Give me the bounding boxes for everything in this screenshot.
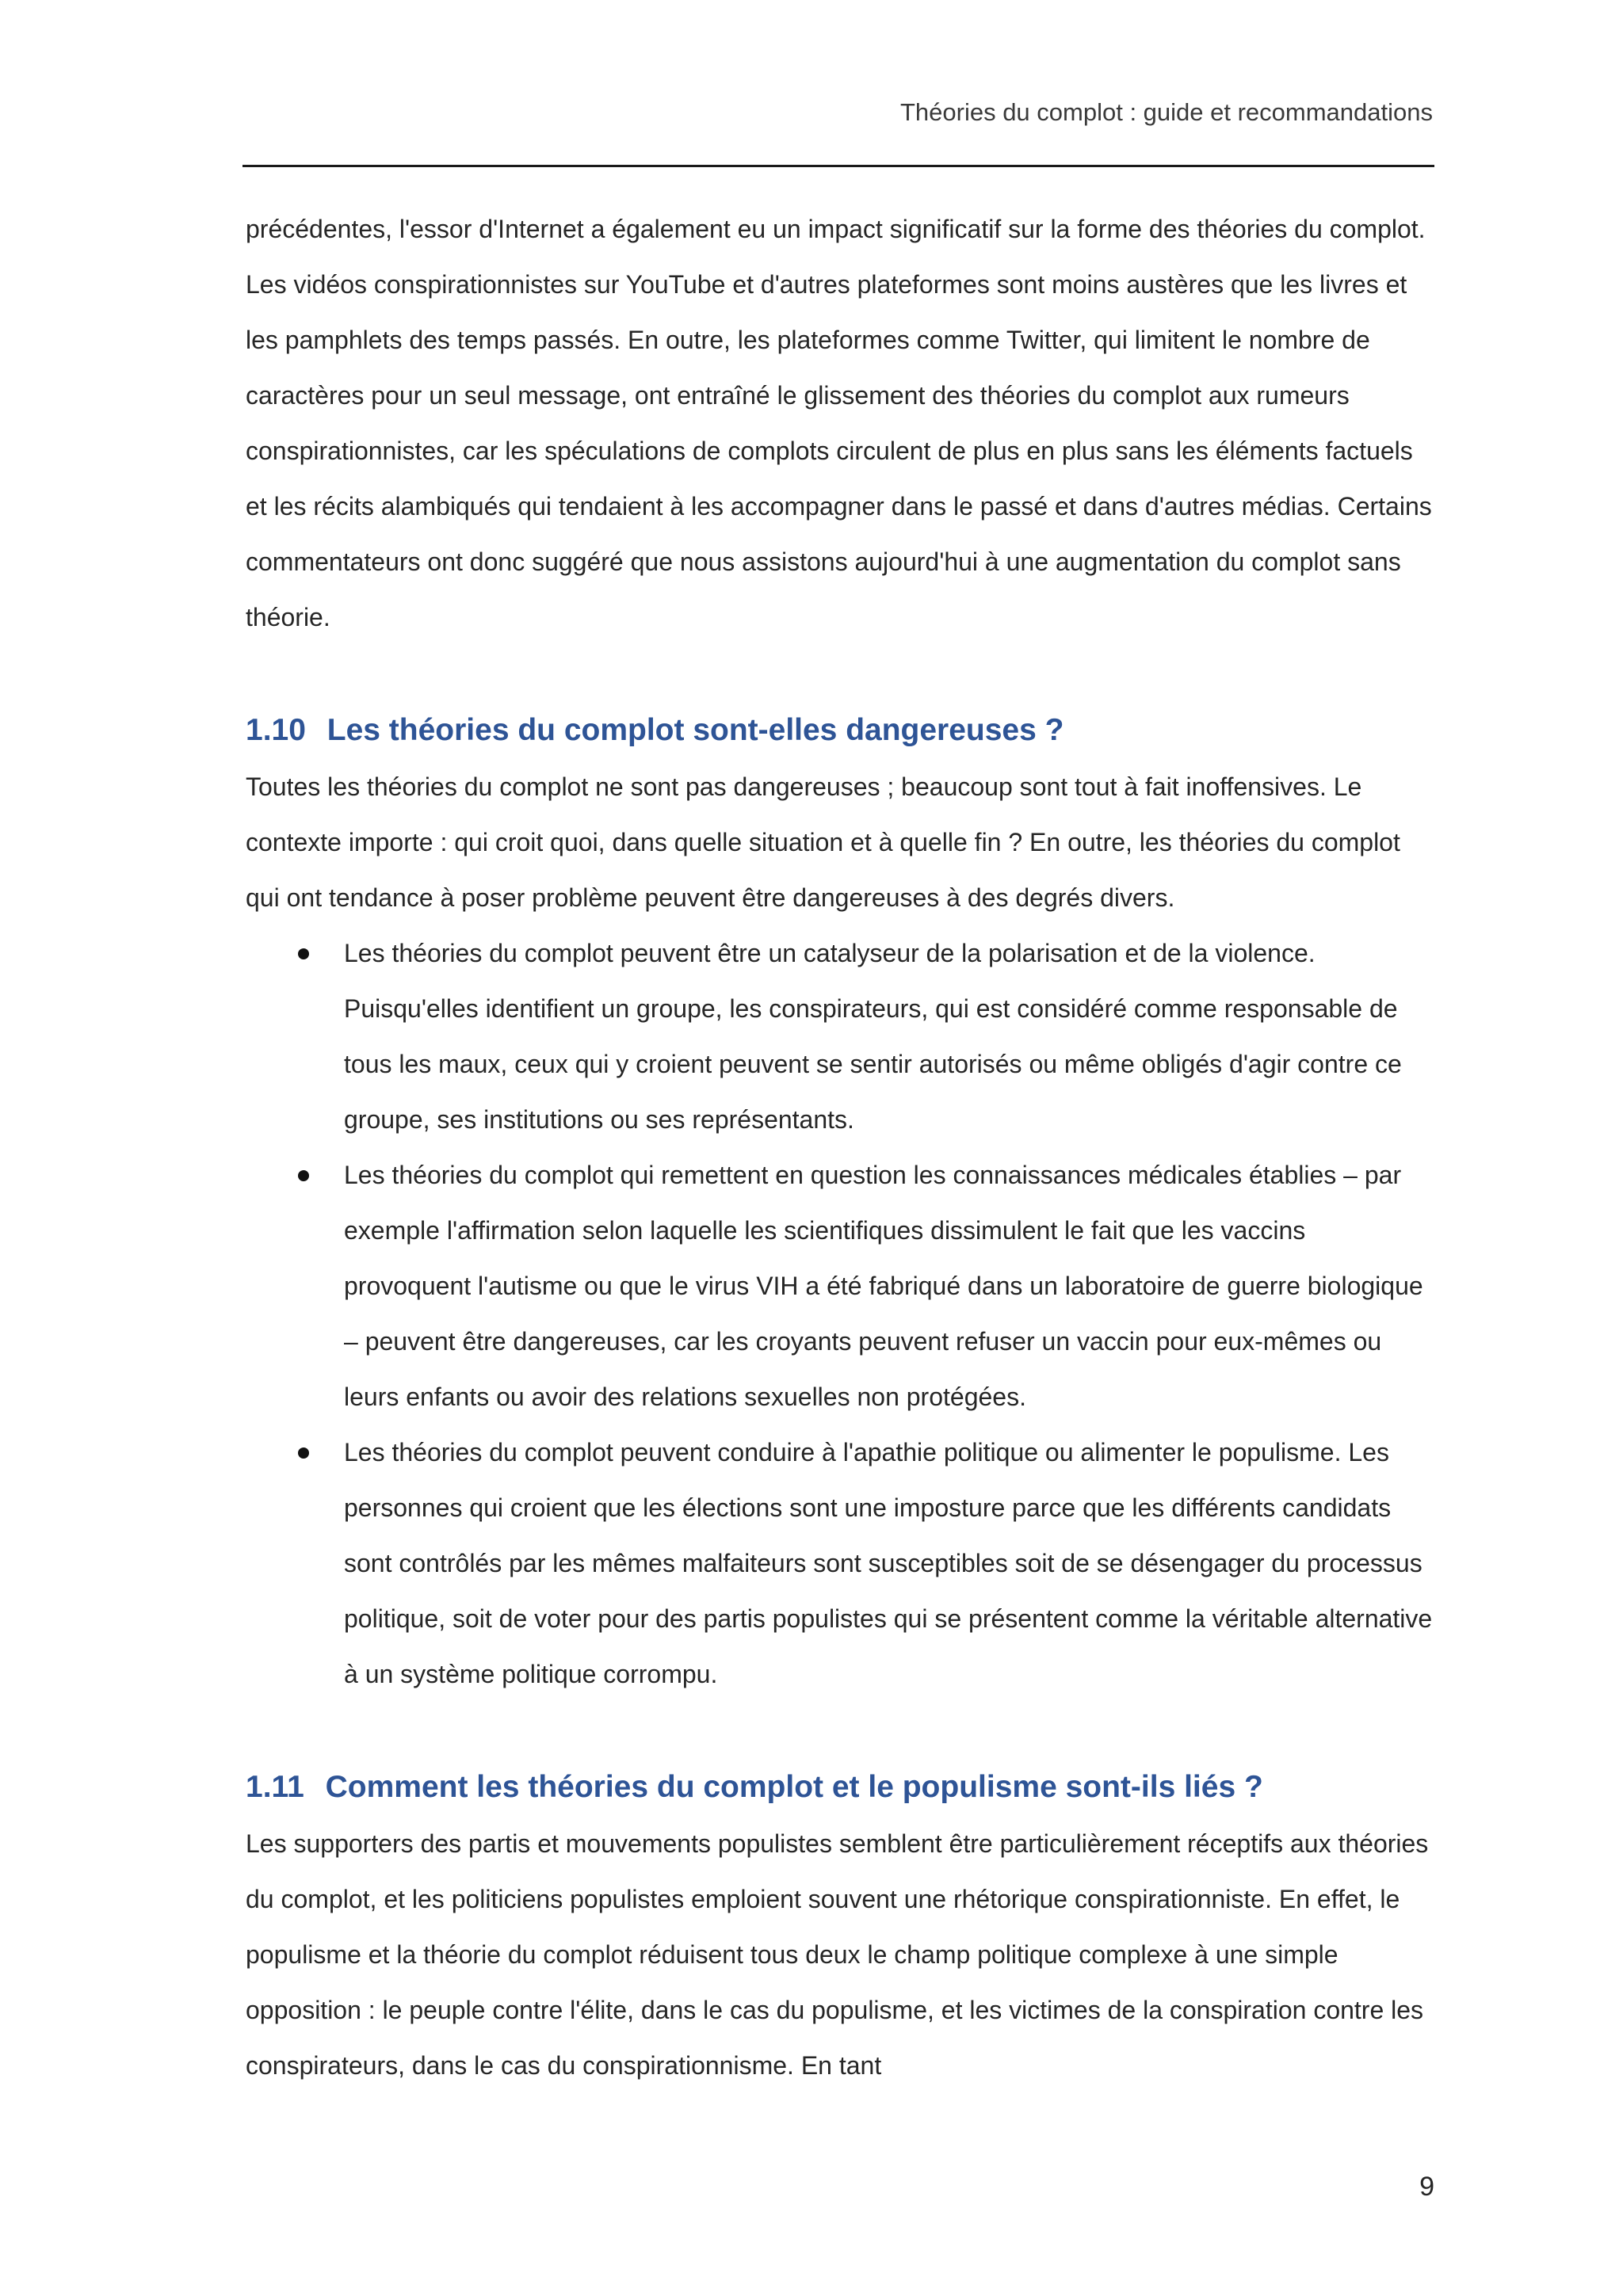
section-1-11-paragraph: Les supporters des partis et mouvements populistes semblent être particulièrement réceptifs aux théories du complot, et les politiciens populistes emploient souvent une rhétorique conspirationniste. En effet, le populisme et la théorie du complot réduisent tous deux le champ politique complexe à une simple opposition : le peuple contre l'élite, dans le cas du populisme, et les victimes de la conspiration contre les conspirateurs, dans le cas du conspirationnisme. En tant <box>246 1829 1429 2080</box>
section-1-10-paragraph: Toutes les théories du complot ne sont pas dangereuses ; beaucoup sont tout à fait inoffensives. Le contexte importe : qui croit quoi, dans quelle situation et à quelle fin ? En outre, les théories du complot qui ont tendance à poser problème peuvent être dangereuses à des degrés divers. <box>246 772 1400 912</box>
section-number: 1.10 <box>246 713 306 747</box>
page-number: 9 <box>1419 2172 1434 2202</box>
section-heading-1-10 <box>246 707 1434 754</box>
intro-paragraph: précédentes, l'essor d'Internet a également eu un impact significatif sur la forme des théories du complot. Les vidéos conspirationnistes sur YouTube et d'autres plateformes sont moins austères que les livres et les pamphlets des temps passés. En outre, les plateformes comme Twitter, qui limitent le nombre de caractères pour un seul message, ont entraîné le glissement des théories du complot aux rumeurs conspirationnistes, car les spéculations de complots circulent de plus en plus sans les éléments factuels et les récits alambiqués qui tendaient à les accompagner dans le passé et dans d'autres médias. Certains commentateurs ont donc suggéré que nous assistons aujourd'hui à une augmentation du complot sans théorie. <box>246 215 1432 631</box>
running-header: Théories du complot : guide et recommandations <box>899 98 1433 126</box>
bullet-icon <box>298 948 309 959</box>
list-item <box>246 1147 1434 1425</box>
list-item-text: Les théories du complot qui remettent en question les connaissances médicales établies – par exemple l'affirmation selon laquelle les scientifiques dissimulent le fait que les vaccins provoquent l'autisme ou que le virus VIH a été fabriqué dans un laboratoire de guerre biologique – peuvent être dangereuses, car les croyants peuvent refuser un vaccin pour eux-mêmes ou leurs enfants ou avoir des relations sexuelles non protégées. <box>344 1161 1423 1411</box>
list-item-text: Les théories du complot peuvent être un catalyseur de la polarisation et de la violence. Puisqu'elles identifient un groupe, les conspirateurs, qui est considéré comme responsable de tous les maux, ceux qui y croient peuvent se sentir autorisés ou même obligés d'agir contre ce groupe, ses institutions ou ses représentants. <box>344 939 1402 1134</box>
section-title: Les théories du complot sont-elles dangereuses ? <box>327 713 1064 747</box>
list-item <box>246 925 1434 1147</box>
bullet-list <box>246 925 1434 1702</box>
section-heading-1-11 <box>246 1764 1434 1811</box>
bullet-icon <box>298 1447 309 1459</box>
bullet-icon <box>298 1170 309 1181</box>
section-number: 1.11 <box>246 1770 304 1804</box>
list-item <box>246 1425 1434 1702</box>
header-rule <box>242 165 1434 167</box>
list-item-text: Les théories du complot peuvent conduire à l'apathie politique ou alimenter le populisme. Les personnes qui croient que les élections sont une imposture parce que les différents candidats sont contrôlés par les mêmes malfaiteurs sont susceptibles soit de se désengager du processus politique, soit de voter pour des partis populistes qui se présentent comme la véritable alternative à un système politique corrompu. <box>344 1438 1433 1688</box>
section-title: Comment les théories du complot et le populisme sont-ils liés ? <box>325 1770 1263 1804</box>
page-content <box>246 201 1434 2093</box>
